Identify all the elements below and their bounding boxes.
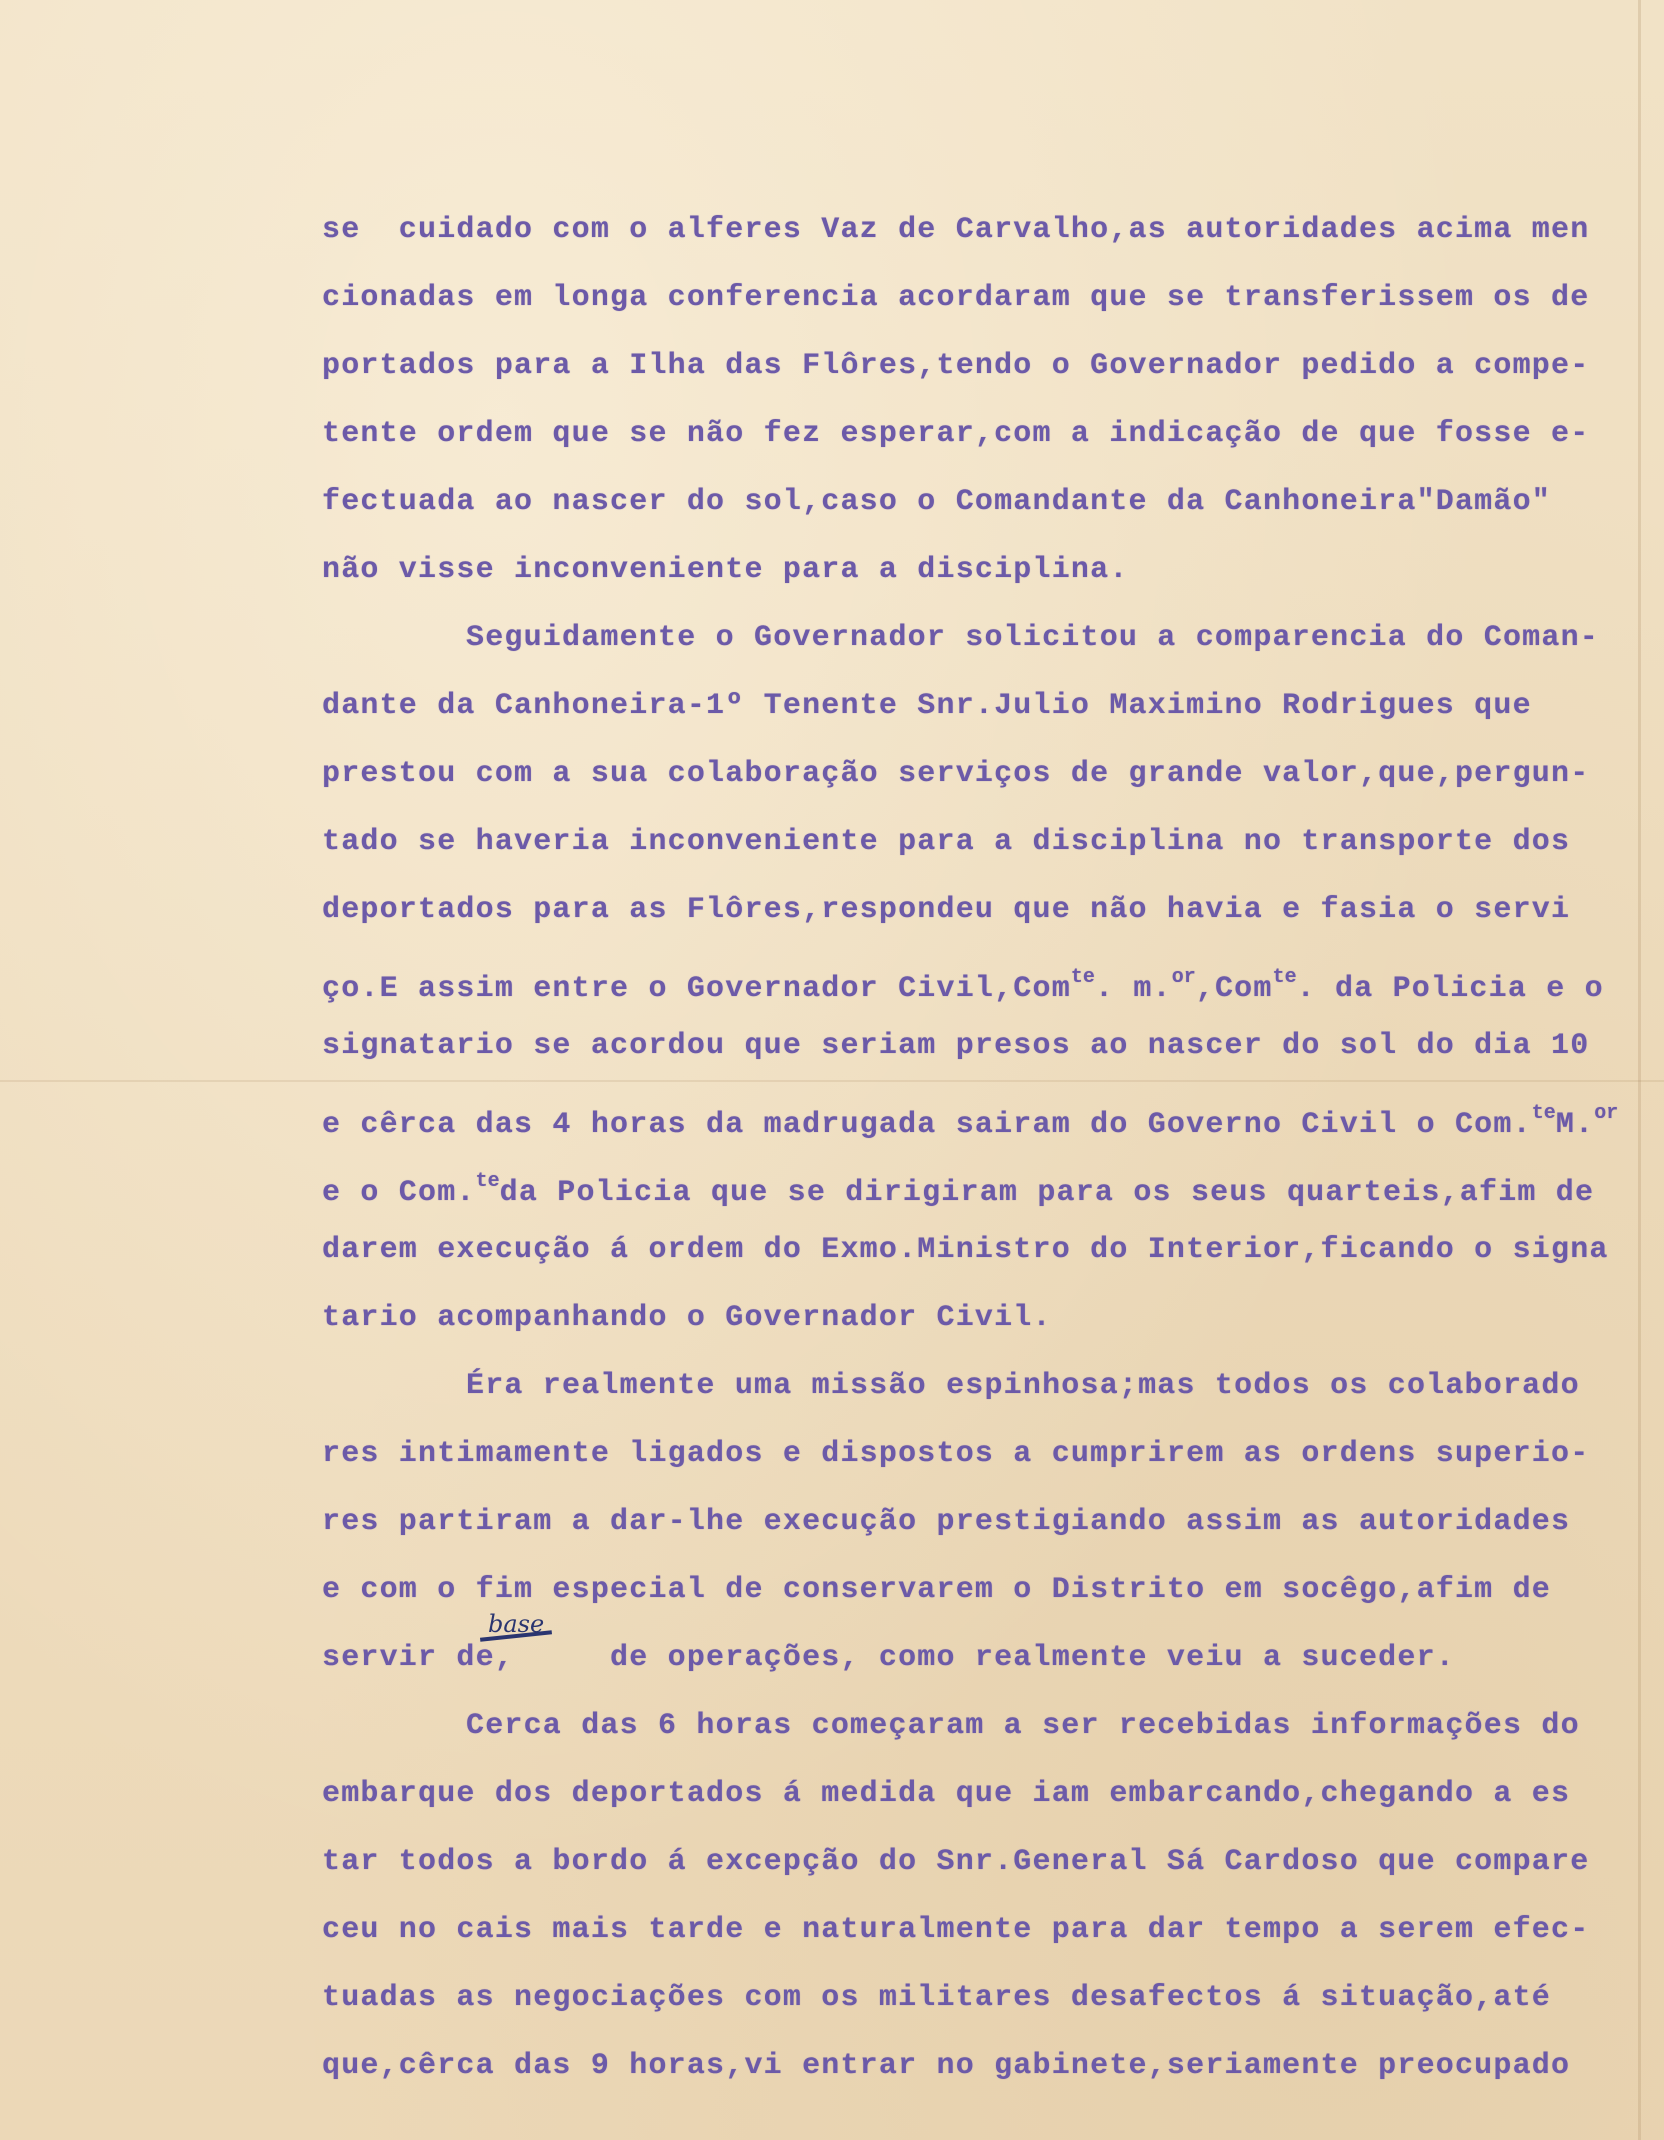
superscript: te xyxy=(1070,966,1095,989)
text-line: deportados para as Flôres,respondeu que não havia e fasia o servi xyxy=(322,893,1571,927)
text-line: signatario se acordou que seriam presos ao nascer do sol do dia 10 xyxy=(322,1029,1590,1063)
text-line: não visse inconveniente para a disciplina. xyxy=(322,553,1129,587)
text-line: res intimamente ligados e dispostos a cumprirem as ordens superio- xyxy=(322,1437,1590,1471)
line-part: . da Policia e o xyxy=(1296,972,1604,1006)
line-part: ço.E assim entre o Governador Civil,Com xyxy=(322,972,1071,1006)
text-line: e com o fim especial de conservarem o Distrito em socêgo,afim de xyxy=(322,1573,1551,1607)
text-line: embarque dos deportados á medida que iam embarcando,chegando a es xyxy=(322,1777,1571,1811)
line-part: e o Com. xyxy=(322,1176,476,1210)
text-line-with-superscripts xyxy=(322,1148,1662,1216)
text-line: portados para a Ilha das Flôres,tendo o Governador pedido a compe- xyxy=(322,349,1590,383)
superscript: te xyxy=(1531,1102,1556,1125)
text-line-with-superscripts xyxy=(322,1080,1662,1148)
text-line-with-superscripts xyxy=(322,944,1662,1012)
text-line: tuadas as negociações com os militares desafectos á situação,até xyxy=(322,1981,1551,2015)
typewritten-body xyxy=(322,196,1662,2100)
text-line: tado se haveria inconveniente para a disciplina no transporte dos xyxy=(322,825,1571,859)
superscript: or xyxy=(1171,966,1196,989)
superscript: or xyxy=(1594,1102,1619,1125)
text-line: ceu no cais mais tarde e naturalmente para dar tempo a serem efec- xyxy=(322,1913,1590,1947)
superscript: te xyxy=(475,1170,500,1193)
text-line: Seguidamente o Governador solicitou a comparencia do Coman- xyxy=(466,621,1599,655)
text-line: res partiram a dar-lhe execução prestigiando assim as autoridades xyxy=(322,1505,1571,1539)
text-line: tar todos a bordo á excepção do Snr.General Sá Cardoso que compare xyxy=(322,1845,1590,1879)
text-line: cionadas em longa conferencia acordaram que se transferissem os de xyxy=(322,281,1590,315)
text-line: tario acompanhando o Governador Civil. xyxy=(322,1301,1052,1335)
handwritten-correction: base xyxy=(488,1610,545,1638)
text-line: se cuidado com o alferes Vaz de Carvalho,as autoridades acima men xyxy=(322,213,1590,247)
line-part: da Policia que se dirigiram para os seus quarteis,afim de xyxy=(499,1176,1595,1210)
text-line: Cerca das 6 horas começaram a ser recebidas informações do xyxy=(466,1709,1580,1743)
text-line: darem execução á ordem do Exmo.Ministro do Interior,ficando o signa xyxy=(322,1233,1609,1267)
text-line: fectuada ao nascer do sol,caso o Comandante da Canhoneira"Damão" xyxy=(322,485,1551,519)
text-line: que,cêrca das 9 horas,vi entrar no gabinete,seriamente preocupado xyxy=(322,2049,1571,2083)
text-line: dante da Canhoneira-1º Tenente Snr.Julio Maximino Rodrigues que xyxy=(322,689,1532,723)
line-part: ,Com xyxy=(1195,972,1273,1006)
line-part: M. xyxy=(1555,1108,1595,1142)
superscript: te xyxy=(1272,966,1297,989)
text-line: servir de, de operações, como realmente veiu a suceder. xyxy=(322,1641,1455,1675)
line-part: e cêrca das 4 horas da madrugada sairam do Governo Civil o Com. xyxy=(322,1108,1532,1142)
line-part: . m. xyxy=(1094,972,1172,1006)
text-line: tente ordem que se não fez esperar,com a indicação de que fosse e- xyxy=(322,417,1590,451)
text-line: Éra realmente uma missão espinhosa;mas todos os colaborado xyxy=(466,1369,1580,1403)
text-line: prestou com a sua colaboração serviços de grande valor,que,pergun- xyxy=(322,757,1590,791)
